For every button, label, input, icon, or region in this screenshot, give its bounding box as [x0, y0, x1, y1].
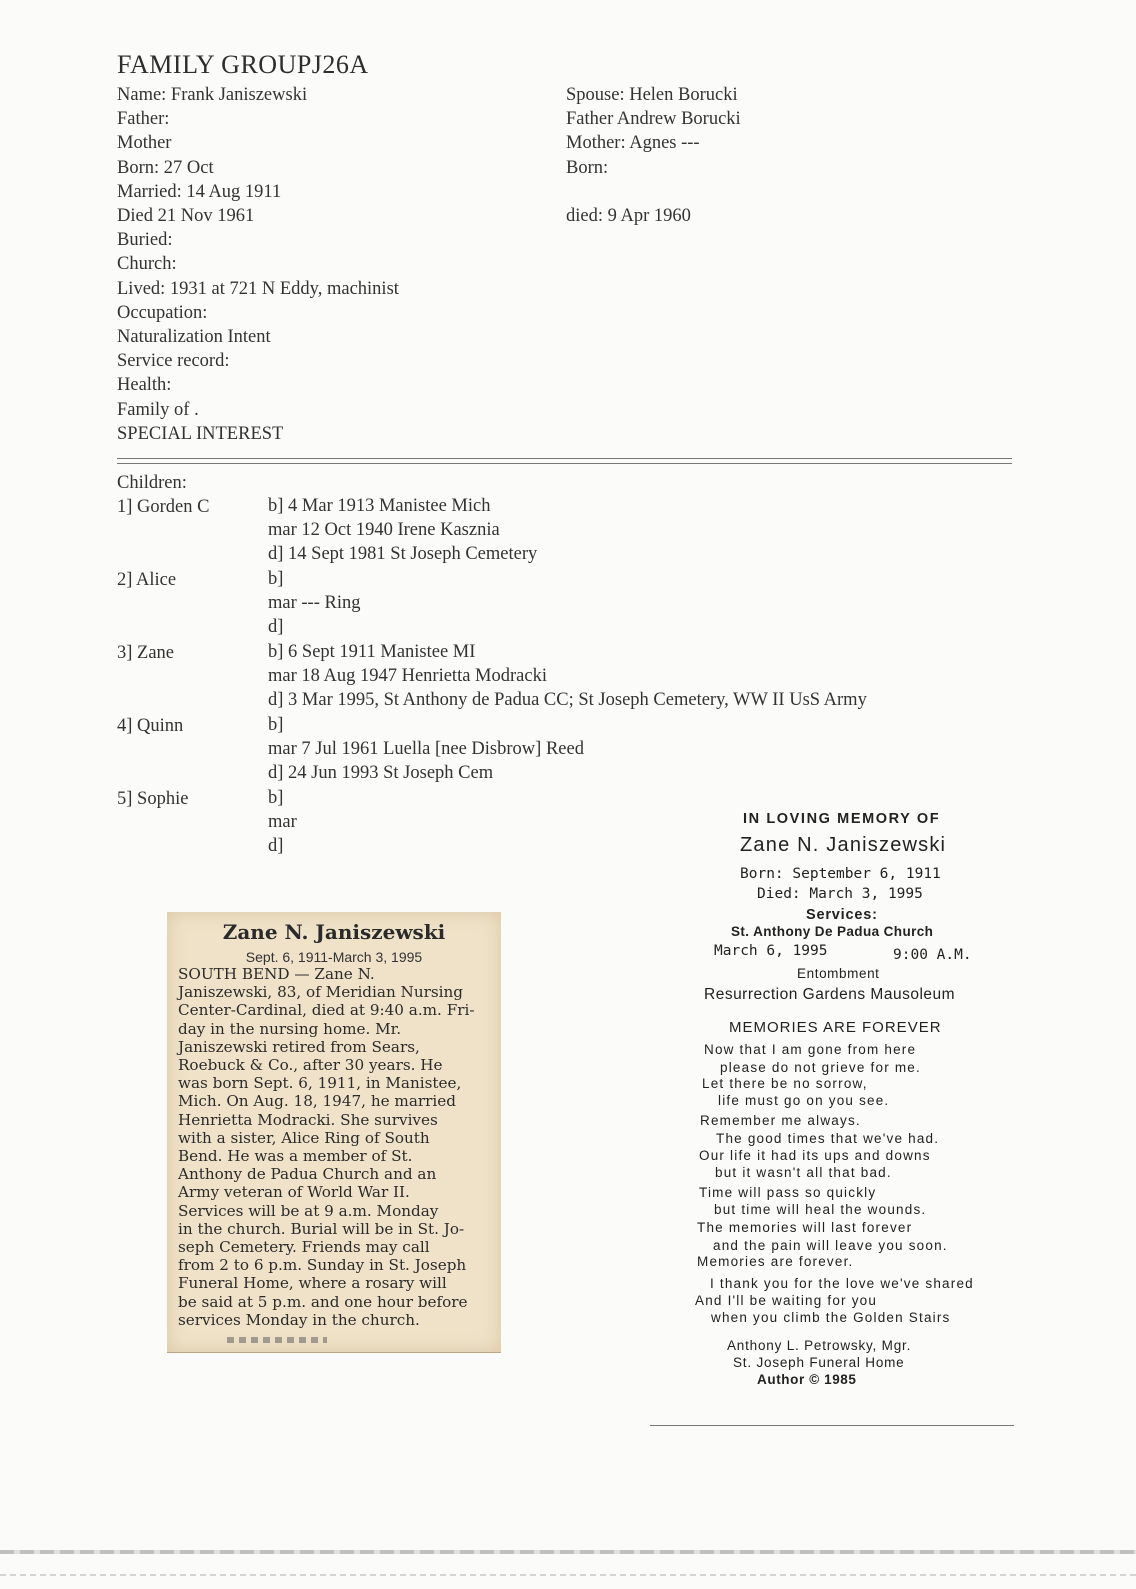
obituary-line: Center-Cardinal, died at 9:40 a.m. Fri-	[178, 1001, 475, 1020]
obituary-line: Roebuck & Co., after 30 years. He	[178, 1056, 443, 1075]
poem-line: Memories are forever.	[697, 1254, 854, 1269]
obituary-line: day in the nursing home. Mr.	[178, 1019, 402, 1038]
obituary-line: seph Cemetery. Friends may call	[178, 1238, 430, 1257]
child-birth: b]	[268, 715, 284, 735]
child-birth: b]	[268, 569, 284, 589]
spouse-blank-field	[566, 180, 741, 204]
child-marriage: mar 7 Jul 1961 Luella [nee Disbrow] Reed	[268, 739, 584, 760]
obituary-dates: Sept. 6, 1911-March 3, 1995	[245, 949, 423, 965]
torn-text-fragment	[227, 1337, 327, 1343]
obituary-line: Bend. He was a member of St.	[178, 1147, 413, 1166]
obituary-line: services Monday in the church.	[178, 1310, 420, 1329]
spouse-died-field: died: 9 Apr 1960	[566, 206, 691, 227]
child-birth: b]	[268, 788, 284, 808]
memorial-church: St. Anthony De Padua Church	[731, 924, 934, 939]
obituary-line: SOUTH BEND — Zane N.	[178, 965, 375, 983]
memorial-died: Died: March 3, 1995	[757, 886, 923, 902]
child-marriage: mar 12 Oct 1940 Irene Kasznia	[268, 520, 500, 541]
family-of-field: Family of .	[117, 399, 199, 420]
married-field: Married: 14 Aug 1911	[117, 181, 282, 202]
memorial-name: Zane N. Janiszewski	[740, 834, 947, 856]
obituary-line: be said at 5 p.m. and one hour before	[178, 1292, 468, 1311]
card-bottom-rule	[650, 1425, 1014, 1426]
obituary-line: Janiszewski retired from Sears,	[178, 1037, 420, 1056]
obituary-clipping	[167, 912, 501, 1353]
obituary-line: Mich. On Aug. 18, 1947, he married	[178, 1092, 456, 1111]
child-marriage: mar 18 Aug 1947 Henrietta Modracki	[268, 666, 547, 687]
poem-line: Now that I am gone from here	[704, 1042, 917, 1057]
child-name: 3] Zane	[117, 643, 175, 663]
poem-line: but time will heal the wounds.	[714, 1202, 927, 1217]
child-marriage: mar --- Ring	[268, 593, 361, 614]
child-birth: b] 4 Mar 1913 Manistee Mich	[268, 496, 491, 516]
entombment-label: Entombment	[797, 966, 880, 981]
funeral-home: St. Joseph Funeral Home	[733, 1355, 905, 1370]
poem-line: And I'll be waiting for you	[695, 1293, 878, 1308]
obituary-line: Anthony de Padua Church and an	[178, 1165, 437, 1184]
memorial-heading: IN LOVING MEMORY OF	[743, 811, 941, 827]
child-name: 2] Alice	[117, 570, 177, 590]
memorial-author: Anthony L. Petrowsky, Mgr.	[727, 1338, 912, 1353]
scan-edge	[0, 1574, 1136, 1576]
spouse-name-field: Spouse: Helen Borucki	[566, 85, 738, 105]
spouse-father-field: Father Andrew Borucki	[566, 109, 741, 130]
poem-line: Let there be no sorrow,	[702, 1076, 868, 1091]
poem-line: Remember me always.	[700, 1113, 861, 1128]
died-field: Died 21 Nov 1961	[117, 206, 255, 227]
naturalization-field: Naturalization Intent	[117, 327, 271, 348]
copyright-line: Author © 1985	[757, 1372, 857, 1387]
poem-line: Our life it had its ups and downs	[699, 1148, 931, 1163]
buried-field: Buried:	[117, 230, 173, 251]
mother-field: Mother	[117, 133, 172, 154]
services-label: Services:	[806, 907, 878, 923]
memorial-born: Born: September 6, 1911	[740, 866, 941, 882]
child-name: 4] Quinn	[117, 716, 184, 736]
occupation-field: Occupation:	[117, 302, 208, 323]
poem-line: please do not grieve for me.	[720, 1060, 921, 1075]
obituary-line: Henrietta Modracki. She survives	[178, 1110, 438, 1129]
scan-edge	[0, 1550, 1136, 1554]
child-death: d] 3 Mar 1995, St Anthony de Padua CC; St Joseph Cemetery, WW II UsS Army	[268, 690, 867, 711]
child-birth: b] 6 Sept 1911 Manistee MI	[268, 642, 476, 662]
child-death: d]	[268, 836, 284, 857]
poem-line: I thank you for the love we've shared	[710, 1276, 974, 1291]
special-interest-field: SPECIAL INTEREST	[117, 423, 284, 444]
poem-line: The memories will last forever	[697, 1220, 913, 1235]
child-details	[268, 786, 297, 859]
name-field: Name: Frank Janiszewski	[117, 85, 308, 105]
obituary-line: Funeral Home, where a rosary will	[178, 1274, 447, 1293]
obituary-line: from 2 to 6 p.m. Sunday in St. Joseph	[178, 1256, 467, 1275]
obituary-line: with a sister, Alice Ring of South	[178, 1128, 430, 1147]
spouse-born-field: Born:	[566, 157, 609, 178]
child-death: d] 14 Sept 1981 St Joseph Cemetery	[268, 544, 538, 565]
child-marriage: mar	[268, 812, 297, 833]
lived-field: Lived: 1931 at 721 N Eddy, machinist	[117, 278, 399, 299]
service-date: March 6, 1995	[714, 943, 828, 959]
poem-line: but it wasn't all that bad.	[715, 1165, 892, 1180]
memorial-mausoleum: Resurrection Gardens Mausoleum	[704, 986, 956, 1003]
page-title: FAMILY GROUPJ26A	[117, 50, 369, 79]
poem-line: Time will pass so quickly	[699, 1185, 877, 1200]
spouse-fields	[566, 83, 741, 228]
obituary-line: was born Sept. 6, 1911, in Manistee,	[178, 1074, 462, 1093]
child-details	[268, 713, 584, 786]
children-label: Children:	[117, 473, 187, 493]
obituary-body	[178, 965, 488, 1329]
poem-line: when you climb the Golden Stairs	[711, 1310, 951, 1325]
obituary-line: Janiszewski, 83, of Meridian Nursing	[178, 983, 464, 1002]
poem-title: MEMORIES ARE FOREVER	[729, 1019, 942, 1036]
poem-line: life must go on you see.	[718, 1093, 890, 1108]
child-details	[268, 567, 360, 640]
poem-line: and the pain will leave you soon.	[713, 1238, 948, 1253]
child-details	[268, 494, 537, 567]
child-death: d] 24 Jun 1993 St Joseph Cem	[268, 763, 494, 784]
poem-line: The good times that we've had.	[716, 1131, 940, 1146]
health-field: Health:	[117, 375, 172, 396]
double-divider	[117, 458, 1012, 464]
church-field: Church:	[117, 254, 177, 275]
child-death: d]	[268, 617, 284, 638]
child-details	[268, 640, 867, 713]
service-time: 9:00 A.M.	[893, 947, 972, 963]
born-field: Born: 27 Oct	[117, 157, 214, 178]
service-record-field: Service record:	[117, 351, 230, 372]
obituary-title: Zane N. Janiszewski	[222, 920, 446, 944]
father-field: Father:	[117, 109, 170, 130]
spouse-mother-field: Mother: Agnes ---	[566, 133, 700, 154]
obituary-line: in the church. Burial will be in St. Jo-	[178, 1219, 465, 1238]
obituary-line: Army veteran of World War II.	[178, 1183, 410, 1202]
child-name: 1] Gorden C	[117, 497, 210, 517]
husband-fields	[117, 83, 399, 446]
obituary-line: Services will be at 9 a.m. Monday	[178, 1201, 439, 1220]
child-name: 5] Sophie	[117, 789, 189, 809]
